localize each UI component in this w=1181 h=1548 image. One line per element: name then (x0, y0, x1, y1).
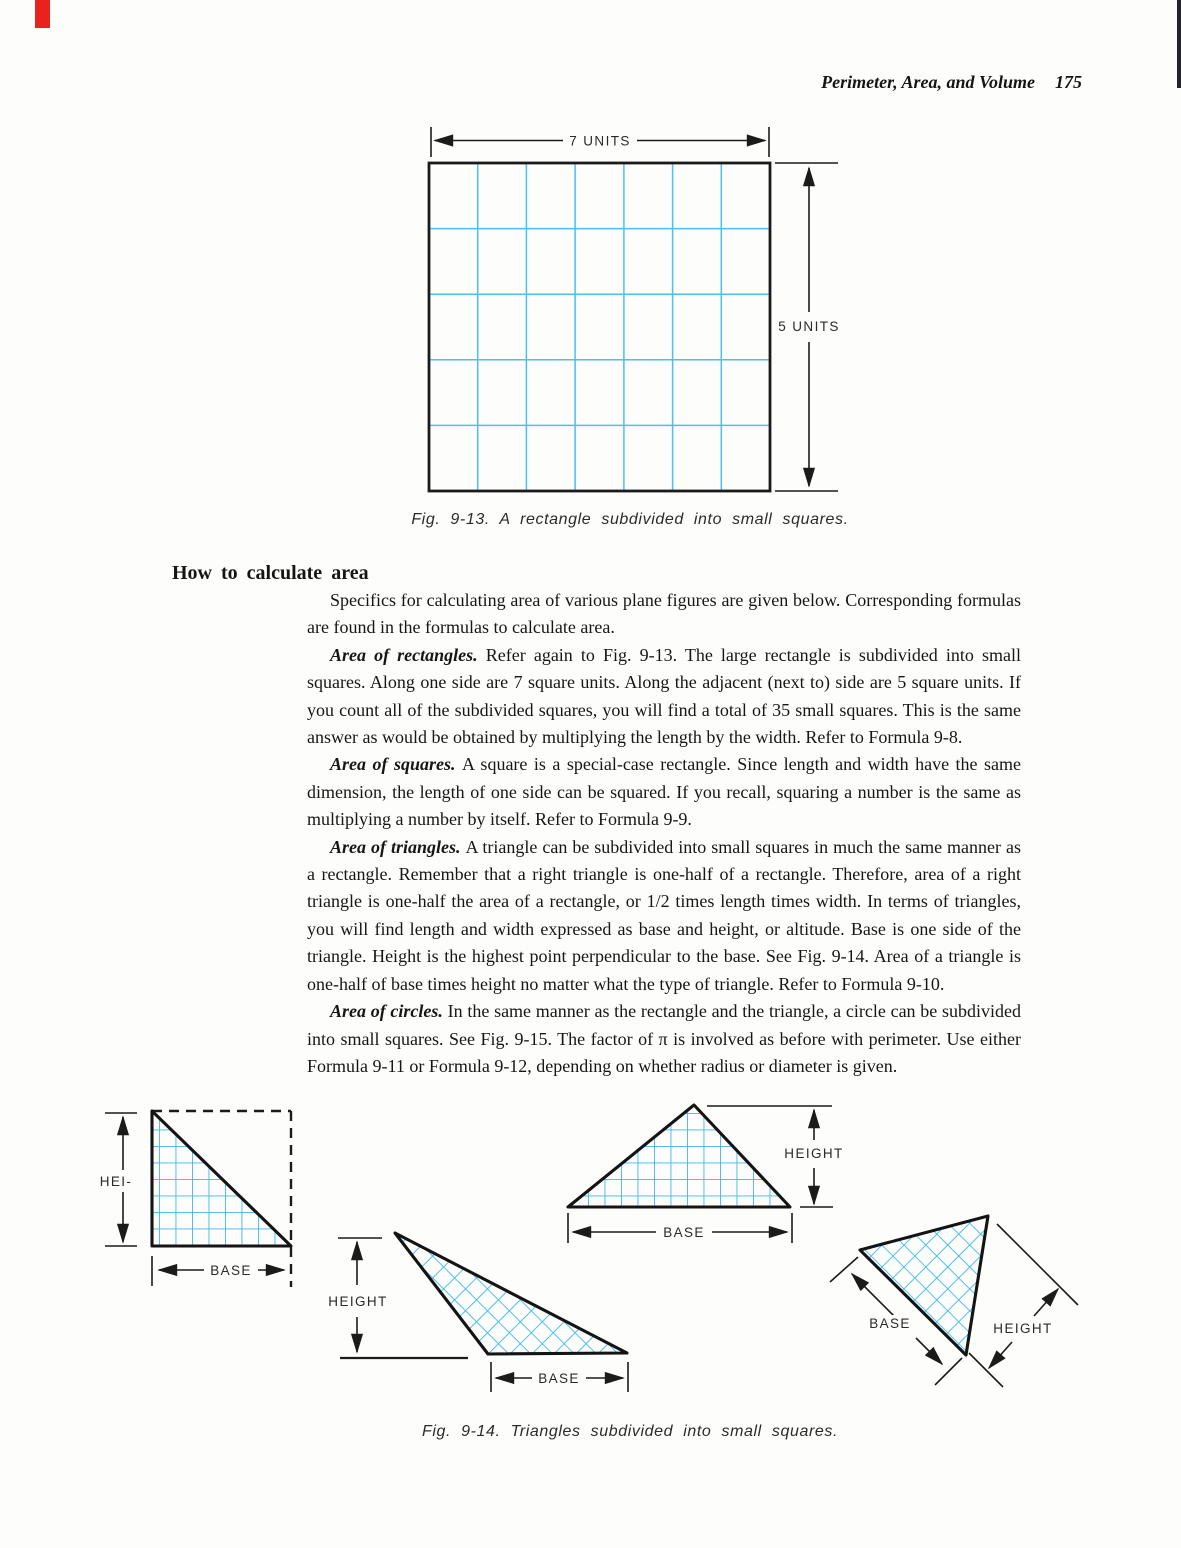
body-text (307, 587, 1021, 1080)
fig14-rotated-triangle (830, 1216, 1078, 1387)
fig13-width-label: 7 UNITS (569, 133, 631, 149)
fig14-caption: Fig. 9-14. Triangles subdivided into small squares. (421, 1423, 839, 1440)
section-heading: How to calculate area (172, 562, 369, 584)
header-title: Perimeter, Area, and Volume (821, 72, 1035, 92)
body-paragraph: Area of squares. A square is a special-case rectangle. Since length and width have the same dimension, the length of one side can be squared. If you recall, squaring a number is the same as multiplying a number by itself. Refer to Formula 9-9. (307, 754, 1021, 830)
body-paragraph: Specifics for calculating area of various plane figures are given below. Corresponding formulas are found in the formulas to calculate area. (307, 590, 1021, 638)
base-label: BASE (663, 1225, 705, 1240)
body-paragraph: Area of rectangles. Refer again to Fig. 9-13. The large rectangle is subdivided into small squares. Along one side are 7 square units. Along the adjacent (next to) side are 5 square units. If you count all of the subdivided squares, you will find a total of 35 small squares. This is the same answer as would be obtained by multiplying the length by the width. Refer to Formula 9-8. (307, 644, 1021, 748)
fig13-caption: Fig. 9-13. A rectangle subdivided into small squares. (411, 511, 849, 528)
fig13-height-label: 5 UNITS (778, 319, 840, 334)
triangle-shape (395, 1233, 627, 1354)
base-label: BASE (210, 1263, 252, 1278)
scan-edge-mark (1177, 0, 1181, 88)
body-paragraph: Area of circles. In the same manner as the rectangle and the triangle, a circle can be subdivided into small squares. See Fig. 9-15. The factor of π is involved as before with perimeter. Use either Formula 9-11 or Formula 9-12, depending on whether radius or diameter is given. (307, 1001, 1021, 1076)
fig13-rectangle (429, 163, 770, 491)
page-number: 175 (1055, 72, 1082, 92)
triangle-shape (860, 1216, 988, 1355)
height-label-truncated: HEI- (99, 1174, 133, 1189)
height-label: HEIGHT (993, 1321, 1053, 1336)
scan-red-mark (35, 0, 50, 28)
fig14-obtuse-triangle (326, 1233, 628, 1392)
body-paragraph: Area of triangles. A triangle can be subdivided into small squares in much the same manner as a rectangle. Remember that a right triangle is one-half of a rectangle. Therefore, area of a right triangle is one-half the area of a rectangle, or 1/2 times length times width. In terms of triangles, you will find length and width expressed as base and height, or altitude. Base is one side of the triangle. Height is the highest point perpendicular to the base. See Fig. 9-14. Area of a triangle is one-half of base times height no matter what the type of triangle. Refer to Formula 9-10. (307, 836, 1021, 994)
base-label: BASE (869, 1316, 911, 1331)
triangle-shape (152, 1111, 291, 1246)
figure-9-14 (60, 1080, 1120, 1410)
triangle-shape (568, 1105, 790, 1207)
fig13-grid (431, 165, 769, 490)
fig14-isosceles-triangle (568, 1105, 846, 1243)
base-label: BASE (538, 1371, 580, 1386)
height-label: HEIGHT (328, 1294, 388, 1309)
fig14-right-triangle (96, 1111, 291, 1287)
height-dimension (969, 1224, 1078, 1387)
height-label: HEIGHT (784, 1146, 844, 1161)
figure-9-13 (400, 120, 860, 505)
running-header (690, 72, 1082, 93)
